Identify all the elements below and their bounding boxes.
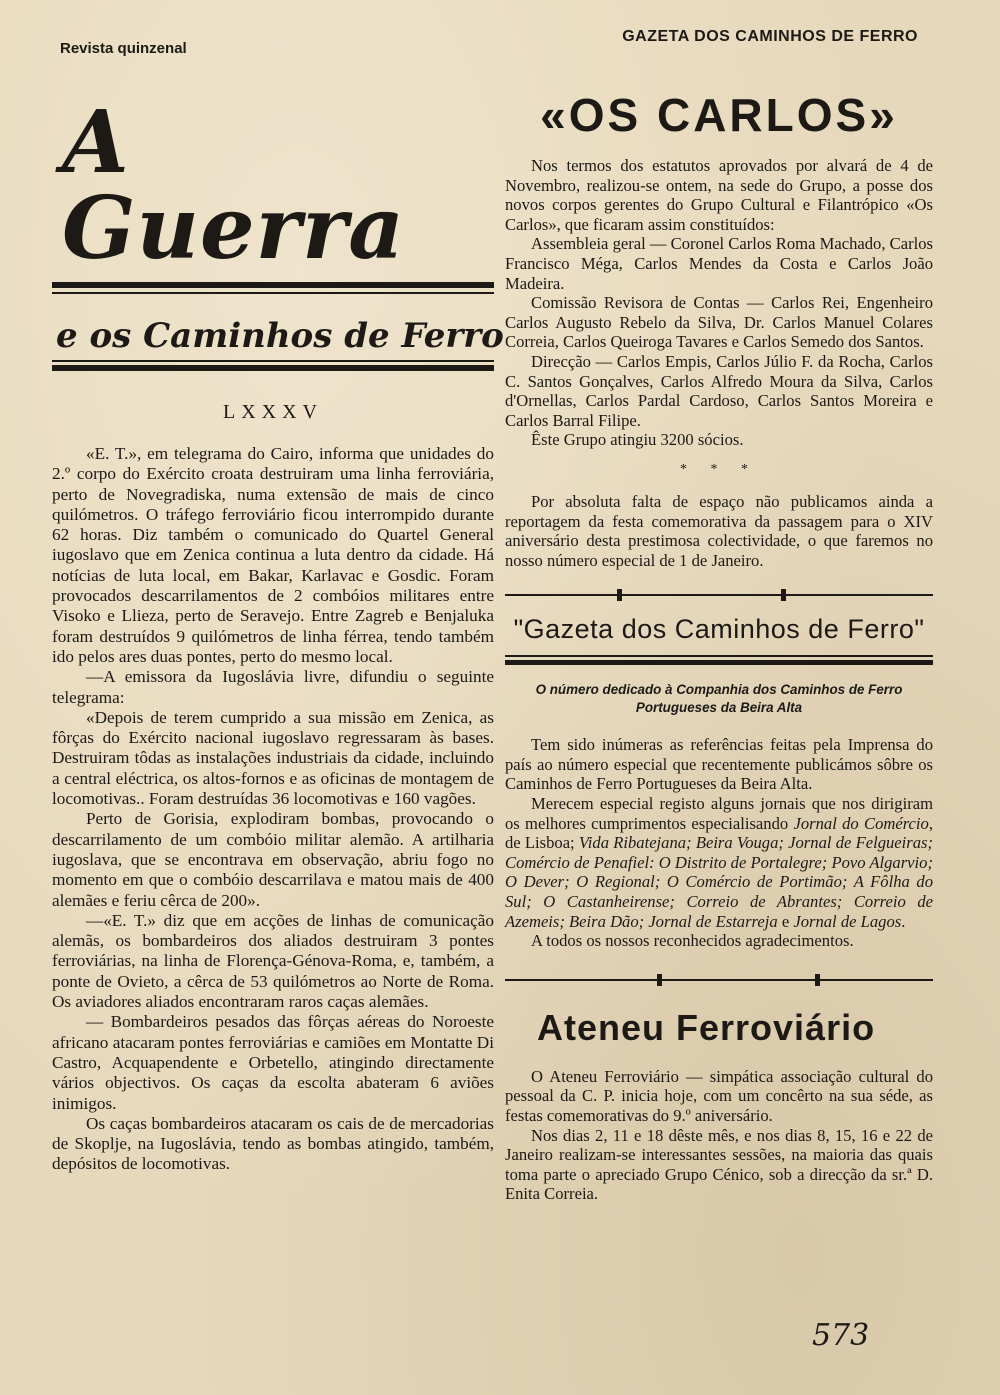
paragraph: Assembleia geral — Coronel Carlos Roma Machado, Carlos Francisco Méga, Carlos Mendes da Costa e Carlos João Madeira. <box>505 234 933 293</box>
gazeta-title: "Gazeta dos Caminhos de Ferro" <box>513 614 925 645</box>
page-number: 573 <box>812 1318 870 1353</box>
os-carlos-note: Por absoluta falta de espaço não publicamos ainda a reportagem da festa comemorativa da passagem para o XIV aniversário desta prestimosa colectividade, o que faremos no nosso número especial de 1 de Janeiro. <box>505 491 933 570</box>
gazeta-subtitle: O número dedicado à Companhia dos Caminhos de Ferro Portugueses da Beira Alta <box>535 682 903 716</box>
paragraph: Perto de Gorisia, explodiram bombas, provocando o descarrilamento de um combóio militar alemão. A artilharia iugoslava, que se encontrava em observação, abriu fogo no momento em que o combóio descarrilava e matou mais de 400 alemães e feriu cêrca de 200». <box>52 809 494 910</box>
paragraph: O Ateneu Ferroviário — simpática associação cultural do pessoal da C. P. inicia hoje, com um concêrto na sua séde, as festas comemorativas do 9.º aniversário. <box>505 1066 933 1125</box>
paragraph-journals <box>505 794 933 931</box>
separator-line <box>505 979 933 981</box>
paragraph: — Bombardeiros pesados das fôrças aéreas do Noroeste africano atacaram pontes ferroviárias e camiões em Montatte Di Castro, Acquapendente e Orbetello, atingindo directamente vários objectivos. Os caças da escolta abateram 6 aviões inimigos. <box>52 1012 494 1113</box>
title-rule-thin <box>52 292 494 294</box>
paragraph: Tem sido inúmeras as referências feitas pela Imprensa do país ao número especial que recentemente publicámos sôbre os Caminhos de Ferro Portugueses da Beira Alta. <box>505 735 933 794</box>
paragraph: —«E. T.» diz que em acções de linhas de comunicação alemãs, os bombardeiros dos aliados destruiram 3 pontes ferroviárias, na linha de Florença-Génova-Roma, e, também, a ponte de Ovieto, a cêrca de 53 quilómetros ao Norte de Roma. Os aviadores aliados encontraram raros caças alemães. <box>52 910 494 1012</box>
journal-name: Jornal do Comércio <box>793 813 929 833</box>
journals-connector: e <box>777 911 794 931</box>
right-column <box>505 88 933 1204</box>
article-body <box>52 444 494 1175</box>
title-rule-thick <box>52 282 494 288</box>
gazeta-rule-thick <box>505 660 933 665</box>
paragraph: Êste Grupo atingiu 3200 sócios. <box>531 430 744 450</box>
paragraph: Comissão Revisora de Contas — Carlos Rei, Engenheiro Carlos Augusto Rebelo da Silva, Dr. Carlos Manuel Colares Correia, Carlos Queiroga Tavares e Carlos Semedo dos Santos. <box>505 293 933 352</box>
journal-list: Vida Ribatejana; Beira Vouga; Jornal de Felgueiras; Comércio de Penafiel: O Distrito de Portalegre; Povo Algarvio; O Dever; O Regional; O Comércio de Portimão; A Fôlha do Sul; O Castanheirense; Correio de Abrantes; Correio de Azemeis; Beira Dão; Jornal de Estarreja <box>505 833 934 931</box>
separator-ornament <box>815 974 820 986</box>
subtitle-rule-thin <box>52 360 494 362</box>
paragraph: «Depois de terem cumprido a sua missão em Zenica, as fôrças do Exército nacional iugoslavo regressaram às bases. Destruiram tôdas as instalações industriais da cidade, incluindo a central eléctrica, os altos-fornos e as oficinas de montagem de locomotivas.. Foram destruídas 36 locomotivas e 160 vagões. <box>52 707 494 809</box>
article-subtitle: e os Caminhos de Ferro <box>56 316 504 356</box>
ateneu-body <box>505 1067 933 1204</box>
article-title: A Guerra <box>62 92 406 279</box>
separator-line <box>505 594 933 596</box>
paragraph: A todos os nossos reconhecidos agradecimentos. <box>531 931 854 951</box>
os-carlos-body <box>505 156 933 450</box>
ateneu-title: Ateneu Ferroviário <box>537 1006 876 1048</box>
section-separator <box>505 973 933 987</box>
header-left: Revista quinzenal <box>60 40 187 57</box>
journal-name: Jornal de Lagos <box>793 911 902 931</box>
separator-ornament <box>781 589 786 601</box>
journals-end: . <box>901 911 906 931</box>
left-column <box>52 92 504 1175</box>
paragraph: —A emissora da Iugoslávia livre, difundiu o seguinte telegrama: <box>52 667 494 707</box>
separator-ornament <box>617 589 622 601</box>
paragraph: «E. T.», em telegrama do Cairo, informa que unidades do 2.º corpo do Exército croata destruiram uma linha ferroviária, perto de Novegradiska, numa extensão de mais de cinco quilómetros. O tráfego ferroviário ficou interrompido durante 62 horas. Diz também o comunicado do Quartel General iugoslavo que em Zenica continua a luta dentro da cidade. Há notícias de luta local, em Bakar, Karlavac e Gosdic. Foram provocados descarrilamentos de 2 combóios militares entre Visoko e Llieza, perto de Seravejo. Entre Zagreb e Benjaluka foram destruídos 9 quilómetros de linha férrea, tendo também ido pelos ares duas pontes, perto do mesmo local. <box>52 444 494 666</box>
separator-ornament <box>657 974 662 986</box>
section-stars: * * * <box>680 461 758 477</box>
gazeta-rule-thin <box>505 655 933 657</box>
paragraph: Os caças bombardeiros atacaram os cais de de mercadorias de Skoplje, na Iugoslávia, tendo as bombas atingido, também, depósitos de locomotivas. <box>52 1113 494 1174</box>
journals-intro: Merecem especial registo alguns jornais que nos dirigiram os melhores cumprimentos especialisando <box>505 794 933 833</box>
subtitle-rule-thick <box>52 365 494 371</box>
article-number: LXXXV <box>223 401 323 423</box>
gazeta-body <box>505 735 933 951</box>
os-carlos-title: «OS CARLOS» <box>540 89 898 141</box>
paragraph: Direcção — Carlos Empis, Carlos Júlio F. da Rocha, Carlos C. Santos Gonçalves, Carlos Alfredo Moura da Silva, Carlos d'Ornellas, Carlos Pardal Cardoso, Carlos Santos Moreira e Carlos Barral Filipe. <box>505 351 933 430</box>
paragraph: Nos termos dos estatutos aprovados por alvará de 4 de Novembro, realizou-se ontem, na sede do Grupo, a posse dos novos corpos gerentes do Grupo Cultural e Filantrópico «Os Carlos», que ficaram assim constituídos: <box>505 156 933 234</box>
header-right: GAZETA DOS CAMINHOS DE FERRO <box>622 28 918 45</box>
paragraph: Nos dias 2, 11 e 18 dêste mês, e nos dias 8, 15, 16 e 22 de Janeiro realizam-se interessantes sessões, na maioria das quais toma parte o apreciado Grupo Cénico, sob a direcção da sr.ª D. Enita Correia. <box>505 1125 933 1204</box>
journals-connector: , de Lisboa; <box>505 813 933 853</box>
section-separator <box>505 588 933 602</box>
